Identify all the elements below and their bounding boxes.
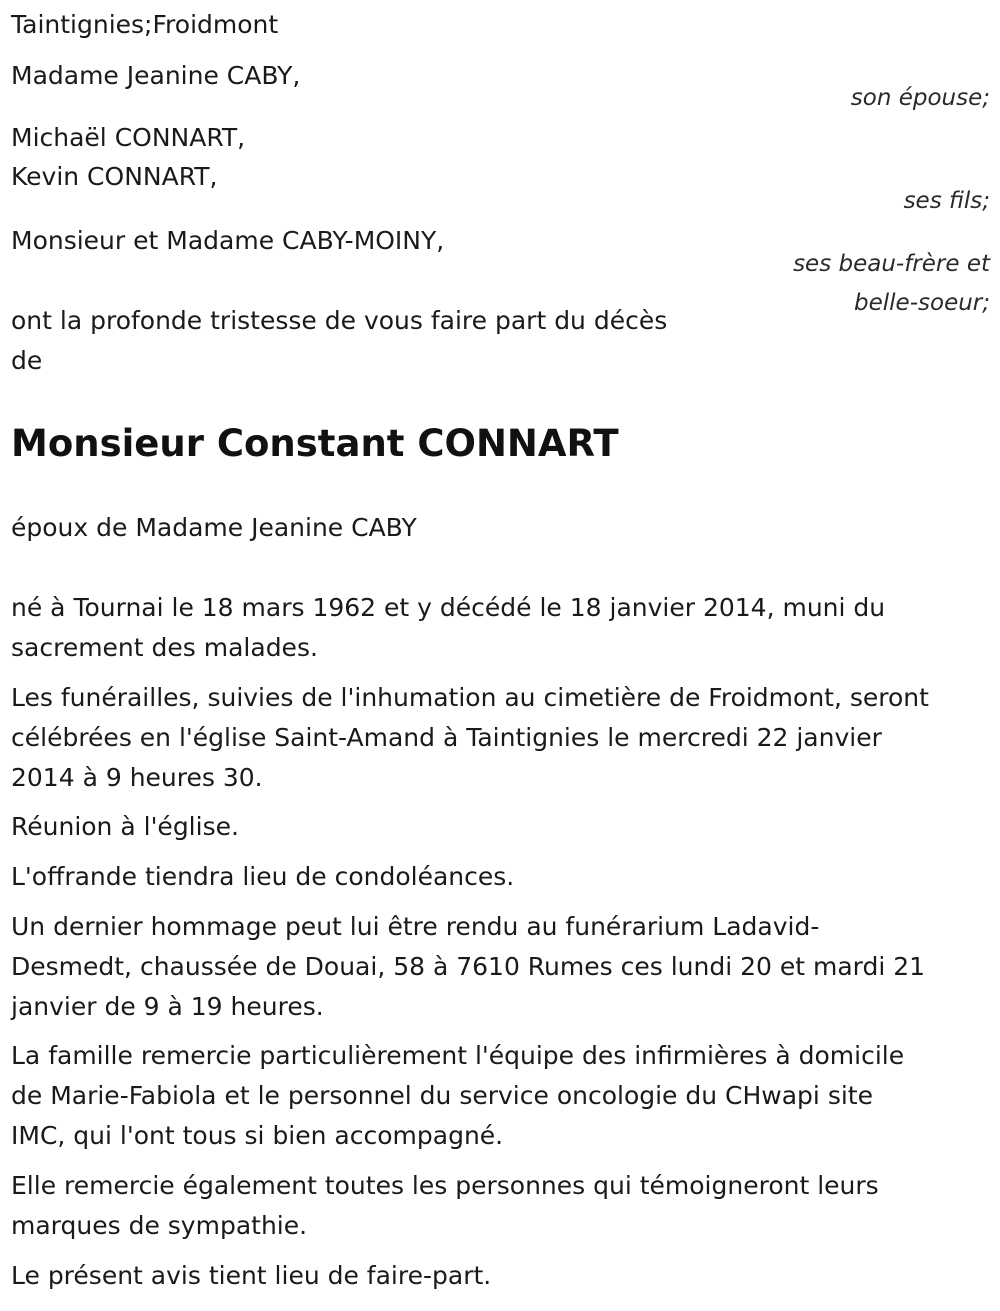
meeting-paragraph: Réunion à l'église. — [11, 812, 239, 841]
funeral-line-1: Les funérailles, suivies de l'inhumation au cimetière de Froidmont, seront — [11, 683, 929, 712]
son-name-2: Kevin CONNART, — [11, 162, 218, 191]
birth-death-paragraph — [11, 588, 986, 668]
intro-line-2: de — [11, 346, 43, 375]
homage-line-1: Un dernier hommage peut lui être rendu au funérarium Ladavid- — [11, 912, 820, 941]
spouse-relation: son épouse; — [850, 85, 990, 111]
funeral-line-2: célébrées en l'église Saint-Amand à Taintignies le mercredi 22 janvier — [11, 723, 882, 752]
locations-header: Taintignies;Froidmont — [11, 10, 279, 39]
thanks-sympathy-paragraph — [11, 1166, 986, 1246]
homage-line-3: janvier de 9 à 19 heures. — [11, 992, 324, 1021]
inlaws-relation-line2: belle-soeur; — [854, 290, 990, 316]
thanks-line-2: de Marie-Fabiola et le personnel du service oncologie du CHwapi site — [11, 1081, 873, 1110]
offering-paragraph: L'offrande tiendra lieu de condoléances. — [11, 862, 515, 891]
intro-line-1: ont la profonde tristesse de vous faire part du décès — [11, 306, 668, 335]
sons-relation: ses fils; — [903, 188, 990, 214]
funeral-line-3: 2014 à 9 heures 30. — [11, 763, 263, 792]
funeral-paragraph — [11, 678, 986, 798]
thanks-line-3: IMC, qui l'ont tous si bien accompagné. — [11, 1121, 504, 1150]
birth-death-line-1: né à Tournai le 18 mars 1962 et y décédé le 18 janvier 2014, muni du — [11, 593, 886, 622]
homage-line-2: Desmedt, chaussée de Douai, 58 à 7610 Rumes ces lundi 20 et mardi 21 — [11, 952, 926, 981]
homage-paragraph — [11, 907, 986, 1027]
inlaws-relation-line1: ses beau-frère et — [793, 251, 990, 277]
deceased-name: Monsieur Constant CONNART — [11, 422, 619, 465]
spouse-of: époux de Madame Jeanine CABY — [11, 513, 417, 542]
thanks-line-1: La famille remercie particulièrement l'équipe des infirmières à domicile — [11, 1041, 905, 1070]
thanks-sympathy-line-2: marques de sympathie. — [11, 1211, 308, 1240]
inlaws-name: Monsieur et Madame CABY-MOINY, — [11, 226, 445, 255]
notice-paragraph: Le présent avis tient lieu de faire-part. — [11, 1261, 492, 1290]
spouse-name: Madame Jeanine CABY, — [11, 61, 301, 90]
son-name-1: Michaël CONNART, — [11, 123, 246, 152]
thanks-paragraph — [11, 1036, 986, 1156]
birth-death-line-2: sacrement des malades. — [11, 633, 318, 662]
thanks-sympathy-line-1: Elle remercie également toutes les personnes qui témoigneront leurs — [11, 1171, 879, 1200]
